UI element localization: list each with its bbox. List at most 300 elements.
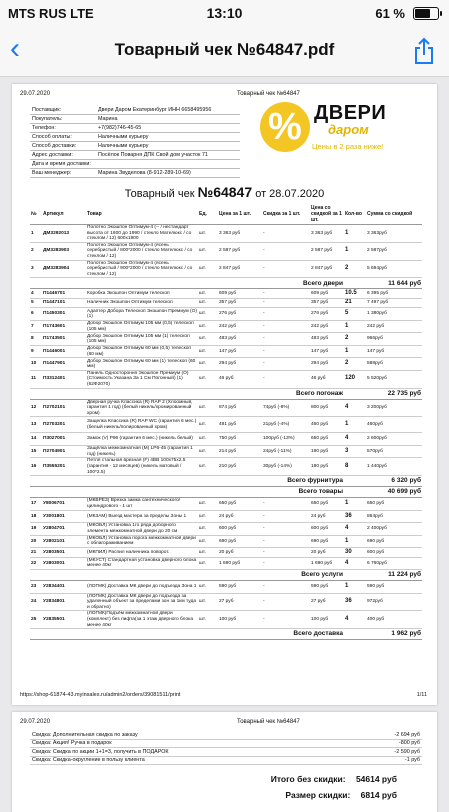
discounted-price-cell: 800 руб: [310, 399, 344, 417]
discounted-price-cell: 600 руб: [310, 523, 344, 536]
product-name-cell: Добор Экошпон Оптимум 105 мм (0,5) телескоп (105 мм): [86, 320, 198, 333]
price-cell: 24 руб: [218, 510, 262, 523]
row-number: 13: [30, 417, 42, 433]
sum-cell: 5 520руб: [366, 370, 422, 388]
print-date: 29.07.2020: [20, 91, 51, 97]
sum-cell: 3 200руб: [366, 399, 422, 417]
subtotal-value: 1 962 руб: [344, 629, 422, 640]
row-number: 23: [30, 581, 42, 594]
discounted-price-cell: 609 руб: [310, 289, 344, 299]
quantity-cell: 4: [344, 611, 366, 629]
print-url: https://shop-61874-43.myinsales.ru/admin2/orders/39081511/print: [20, 692, 181, 698]
sku-cell: П1743601: [42, 320, 86, 333]
discount-amount: -2 694 руб: [354, 731, 422, 739]
subtotal-label: Всего доставка: [30, 629, 344, 640]
row-number: 15: [30, 445, 42, 458]
logo-tagline: Цены в 2 раза ниже!: [312, 142, 384, 151]
sum-cell: 6 395 руб: [366, 289, 422, 299]
quantity-cell: 1: [344, 581, 366, 594]
subtotal-value: 22 735 руб: [344, 388, 422, 399]
back-chevron-icon[interactable]: ‹: [10, 32, 20, 65]
row-number: 1: [30, 225, 42, 243]
sku-cell: У2834401: [42, 581, 86, 594]
quantity-cell: 10.5: [344, 289, 366, 299]
sku-cell: П1447901: [42, 358, 86, 371]
price-cell: 590 руб: [218, 581, 262, 594]
sku-cell: ДМ3292013: [42, 225, 86, 243]
sum-cell: 864руб: [366, 510, 422, 523]
column-header: Кол-во: [344, 204, 366, 225]
table-row: [30, 308, 422, 321]
info-row: [30, 142, 240, 151]
info-value: Наличными курьеру: [96, 133, 240, 142]
row-number: 4: [30, 289, 42, 299]
receipt-title: [12, 184, 437, 200]
price-cell: 600 руб: [218, 523, 262, 536]
discount-cell: 24руб (-11%): [262, 445, 310, 458]
unit-cell: шт.: [198, 333, 218, 346]
discount-cell: 74руб (-8%): [262, 399, 310, 417]
table-row: [30, 358, 422, 371]
unit-cell: шт.: [198, 433, 218, 446]
discount-size: [285, 790, 397, 800]
sku-cell: П1450301: [42, 308, 86, 321]
table-row: [30, 535, 422, 548]
table-row: [30, 417, 422, 433]
status-bar: [0, 0, 449, 26]
product-name-cell: (МКУСТ) Стандартная установка дверного блока менее 40кг: [87, 557, 197, 569]
product-name-cell: Полотно Экошпон Оптимум-4 (ясень серебристый / 800*2000 / стекло Мателюкс / со стеклом / 12): [86, 242, 198, 260]
sum-cell: 600 руб: [366, 548, 422, 558]
quantity-cell: 1: [344, 498, 366, 511]
discount-cell: 30руб (-14%): [262, 458, 310, 476]
unit-cell: шт.: [198, 581, 218, 594]
sum-cell: 570руб: [366, 445, 422, 458]
sum-cell: 650 руб: [366, 498, 422, 511]
document-title: Товарный чек №64847.pdf: [114, 40, 335, 59]
product-name-cell: (МКПИЛ) Распил наличника поворот.: [86, 548, 198, 558]
column-header: Цена за 1 шт.: [218, 204, 262, 225]
quantity-cell: 1: [344, 345, 366, 358]
discount-amount: -2 590 руб: [354, 748, 422, 757]
subtotal-label: Всего товары: [30, 487, 344, 498]
quantity-cell: 21: [344, 298, 366, 308]
receipt-title-label: Товарный чек: [124, 188, 195, 200]
sum-cell: 400 руб: [366, 611, 422, 629]
discount-cell: -: [262, 225, 310, 243]
product-name-cell: Полотно Экошпон Оптимум-4 (-- / нестандарт высота от 1600 до 1990 / стекло Мателюкс / со стеклом / 12) 600x1900: [86, 225, 198, 243]
unit-cell: шт.: [198, 557, 218, 570]
sku-cell: У2804701: [42, 523, 86, 536]
unit-cell: шт.: [198, 458, 218, 476]
row-number: 17: [30, 498, 42, 511]
unit-cell: шт.: [198, 611, 218, 629]
carrier-label: MTS RUS LTE: [8, 6, 94, 21]
share-icon[interactable]: [411, 36, 437, 66]
product-name-cell: Защелка Классика (R) RAP WC (гарантия 6 мес.) (белый никель/полированный хром): [86, 417, 198, 433]
quantity-cell: 36: [344, 510, 366, 523]
sum-cell: 6 760руб: [366, 557, 422, 570]
sku-cell: ДМ3283903: [42, 242, 86, 260]
table-row: [30, 548, 422, 558]
price-cell: 874 руб: [218, 399, 262, 417]
price-cell: 100 руб: [218, 611, 262, 629]
unit-cell: шт.: [198, 417, 218, 433]
row-number: 18: [30, 510, 42, 523]
subtotal-value: 40 699 руб: [344, 487, 422, 498]
subtotal-value: 6 320 руб: [344, 476, 422, 487]
info-row: [30, 133, 240, 142]
items-table: [30, 204, 422, 640]
info-key: Способ доставки:: [30, 142, 96, 151]
row-number: 21: [30, 548, 42, 558]
table-row: [30, 242, 422, 260]
product-name-cell: (МКОБЛ) Установка 1го ряда доборного элемента межкомнатной двери до 20 см: [86, 523, 198, 536]
print-date-page-2: 29.07.2020: [20, 719, 51, 725]
discount-cell: 21руб (-4%): [262, 417, 310, 433]
info-value: +7(982)746-45-65: [96, 124, 240, 133]
product-name-cell: Адаптер Добора Телескоп Экошпон Премиум (О) (1): [87, 308, 197, 320]
discounted-price-cell: 46 руб: [310, 370, 344, 388]
discount-cell: -: [262, 611, 310, 629]
row-number: 2: [30, 242, 42, 260]
discount-amount: -800 руб: [354, 739, 422, 748]
table-row: [30, 523, 422, 536]
discount-cell: -: [262, 510, 310, 523]
column-header: Ед.: [198, 204, 218, 225]
info-value: Посёлок Поварня ДПК Свой дом участок 71: [96, 151, 240, 160]
discounted-price-cell: 2 847 руб: [310, 260, 344, 278]
sum-cell: 966руб: [366, 333, 422, 346]
unit-cell: шт.: [198, 308, 218, 321]
price-cell: 214 руб: [218, 445, 262, 458]
product-name-cell: Наличник Экошпон Оптимум телескоп: [86, 298, 198, 308]
quantity-cell: 4: [344, 523, 366, 536]
sku-cell: П3027001: [42, 433, 86, 446]
unit-cell: шт.: [198, 289, 218, 299]
price-cell: 609 руб: [218, 289, 262, 299]
subtotal-label: Всего фурнитура: [30, 476, 344, 487]
sku-cell: У2803001: [42, 557, 86, 570]
quantity-cell: 2: [344, 358, 366, 371]
row-number: 12: [30, 399, 42, 417]
table-row: [30, 498, 422, 511]
product-name-cell: (МКОБЛ) Установка порога межкомнатной двери с облагораживанием: [86, 535, 198, 548]
quantity-cell: 2: [344, 260, 366, 278]
discount-cell: -: [262, 345, 310, 358]
quantity-cell: 1: [344, 417, 366, 433]
discount-label: Размер скидки:: [285, 790, 351, 800]
discounted-price-cell: 276 руб: [310, 308, 344, 321]
discount-cell: -: [262, 535, 310, 548]
sku-cell: П2702101: [42, 399, 86, 417]
clock: 13:10: [206, 5, 243, 21]
product-name-cell: Панель Одностороння Экошпон Премиум (О) (Стоимость Указана За 1 См Погонный) (1) (62Ф2070): [86, 370, 198, 388]
discount-cell: -: [262, 593, 310, 611]
discount-row: [30, 739, 422, 748]
column-header: Сумма со скидкой: [366, 204, 422, 225]
sku-cell: У8006701: [42, 498, 86, 511]
quantity-cell: 36: [344, 593, 366, 611]
logo-percent-icon: %: [268, 106, 302, 148]
row-number: 22: [30, 557, 42, 570]
row-number: 6: [30, 308, 42, 321]
discounted-price-cell: 1 690 руб: [310, 557, 344, 570]
discounted-price-cell: 357 руб: [310, 298, 344, 308]
row-number: 9: [30, 345, 42, 358]
subtotal-row: [30, 278, 422, 289]
discount-cell: -: [262, 548, 310, 558]
price-cell: 276 руб: [218, 308, 262, 321]
quantity-cell: 2: [344, 333, 366, 346]
product-name-cell: Петля стальная врезная (F) 4BB 100x75x2.5 (гарантия - 12 месяцев) (никель матовый / 100*2.5): [86, 458, 198, 476]
quantity-cell: 4: [344, 433, 366, 446]
print-header-title: Товарный чек №64847: [237, 91, 300, 97]
subtotal-value: 11 224 руб: [344, 570, 422, 581]
pdf-page-2: [12, 712, 437, 812]
row-number: 25: [30, 611, 42, 629]
discount-label: Скидка: Дополнительная скидка по заказу: [30, 731, 354, 739]
unit-cell: шт.: [198, 242, 218, 260]
subtotal-row: [30, 388, 422, 399]
sum-cell: 7 497 руб: [366, 298, 422, 308]
product-name-cell: (МКЗАМ) Выезд мастера за пределы Зоны 1: [86, 510, 198, 523]
order-info-table: [30, 106, 240, 178]
product-name-cell: Защёлка межкомнатная (M) LP6-45 (гарантия 1 год) (никель): [86, 445, 198, 458]
discount-row: [30, 731, 422, 739]
product-name-cell: Добор Экошпон Оптимум 60 мм (1) телескоп (60 мм): [86, 358, 198, 371]
product-name-cell: Коробка Экошпон Оптимум телескоп: [86, 289, 198, 299]
discount-cell: -: [262, 581, 310, 594]
discounted-price-cell: 147 руб: [310, 345, 344, 358]
discount-cell: -: [262, 308, 310, 321]
discount-cell: 100руб (-13%): [262, 433, 310, 446]
discounted-price-cell: 180 руб: [310, 458, 344, 476]
discounted-price-cell: 650 руб: [310, 498, 344, 511]
column-header: Товар: [86, 204, 198, 225]
unit-cell: шт.: [198, 523, 218, 536]
discount-label: Скидка: Скидка по акции 1+1=3, получить в ПОДАРОК: [30, 748, 354, 757]
sku-cell: П1446701: [42, 289, 86, 299]
sku-cell: У2835501: [42, 611, 86, 629]
unit-cell: шт.: [198, 370, 218, 388]
receipt-date: от 28.07.2020: [255, 188, 325, 200]
price-cell: 483 руб: [218, 333, 262, 346]
table-row: [30, 320, 422, 333]
row-number: 20: [30, 535, 42, 548]
company-logo: [260, 102, 420, 164]
unit-cell: шт.: [198, 510, 218, 523]
quantity-cell: 1: [344, 535, 366, 548]
subtotal-row: [30, 476, 422, 487]
row-number: 5: [30, 298, 42, 308]
discount-row: [30, 756, 422, 765]
product-name-cell: Замок (V) Р96 (гарантия 6 мес.) (никель белый): [86, 433, 198, 446]
info-value: Наличными курьеру: [96, 142, 240, 151]
quantity-cell: 5: [344, 308, 366, 321]
sum-cell: 2 600руб: [366, 433, 422, 446]
column-header: Цена со скидкой за 1 шт.: [310, 204, 344, 225]
unit-cell: шт.: [198, 225, 218, 243]
info-key: Поставщик:: [30, 106, 96, 115]
discounted-price-cell: 20 руб: [310, 548, 344, 558]
table-row: [30, 260, 422, 278]
info-key: Дата и время доставки:: [30, 160, 96, 169]
unit-cell: шт.: [198, 298, 218, 308]
sum-cell: 2 587руб: [366, 242, 422, 260]
info-key: Телефон:: [30, 124, 96, 133]
info-row: [30, 124, 240, 133]
price-cell: 27 руб: [218, 593, 262, 611]
row-number: 7: [30, 320, 42, 333]
discount-cell: -: [262, 242, 310, 260]
sku-cell: У3001801: [42, 510, 86, 523]
table-row: [30, 370, 422, 388]
table-row: [30, 433, 422, 446]
sum-cell: 242 руб: [366, 320, 422, 333]
quantity-cell: 1: [344, 320, 366, 333]
quantity-cell: 4: [344, 557, 366, 570]
sku-cell: У2834801: [42, 593, 86, 611]
total-without-discount: [271, 774, 397, 784]
price-cell: 481 руб: [218, 417, 262, 433]
table-row: [30, 581, 422, 594]
total-value: 54614 руб: [355, 774, 397, 784]
product-name-cell: Добор Экошпон Оптимум 60 мм (0,5) телескоп (60 мм): [86, 345, 198, 358]
quantity-cell: 120: [344, 370, 366, 388]
info-row: [30, 151, 240, 160]
info-value: Марина: [96, 115, 240, 124]
discounted-price-cell: 3 363 руб: [310, 225, 344, 243]
discount-cell: -: [262, 298, 310, 308]
sku-cell: П2704901: [42, 445, 86, 458]
row-number: 8: [30, 333, 42, 346]
sum-cell: 2 400руб: [366, 523, 422, 536]
quantity-cell: 1: [344, 225, 366, 243]
subtotal-row: [30, 570, 422, 581]
table-row: [30, 445, 422, 458]
total-label: Итого без скидки:: [270, 774, 346, 784]
sum-cell: 1 380руб: [366, 308, 422, 321]
receipt-number: №64847: [197, 184, 253, 200]
price-cell: 242 руб: [218, 320, 262, 333]
table-row: [30, 611, 422, 629]
discounted-price-cell: 460 руб: [310, 417, 344, 433]
table-row: [30, 345, 422, 358]
row-number: 11: [30, 370, 42, 388]
price-cell: 210 руб: [218, 458, 262, 476]
column-header: №: [30, 204, 42, 225]
price-cell: 3 363 руб: [218, 225, 262, 243]
quantity-cell: 30: [344, 548, 366, 558]
discounted-price-cell: 27 руб: [310, 593, 344, 611]
info-value: Двери Даром Екатеринбург ИНН 6658495956: [96, 106, 240, 115]
sku-cell: П1447101: [42, 298, 86, 308]
discounted-price-cell: 190 руб: [310, 445, 344, 458]
subtotal-label: Всего погонаж: [30, 388, 344, 399]
unit-cell: шт.: [198, 498, 218, 511]
row-number: 19: [30, 523, 42, 536]
quantity-cell: 3: [344, 445, 366, 458]
discount-label: Скидка: Акция! Ручка в подарок: [30, 739, 354, 748]
price-cell: 46 руб: [218, 370, 262, 388]
sum-cell: 5 694руб: [366, 260, 422, 278]
discounted-price-cell: 690 руб: [310, 535, 344, 548]
product-name-cell: (ЛОГМК) Доставка МК двери до подъезда Зона 1: [86, 581, 198, 594]
product-name-cell: Добор Экошпон Оптимум 105 мм (1) телескоп (105 мм): [86, 333, 198, 346]
navigation-bar: [0, 26, 449, 77]
discounts-table: [30, 731, 422, 765]
logo-text-main: ДВЕРИ: [314, 102, 387, 124]
sku-cell: П1446001: [42, 345, 86, 358]
product-name-cell: (ЛОГМК)Подъём межкомнатной двери (комплект) без лифта(за 1 этаж дверного блока менее 40кг: [86, 611, 198, 629]
price-cell: 294 руб: [218, 358, 262, 371]
product-name-cell: Полотно Экошпон Оптимум-4 (ясень серебристый / 900*2000 / стекло Мателюкс / со стеклом / 12): [86, 260, 198, 278]
sum-cell: 690 руб: [366, 535, 422, 548]
info-row: [30, 169, 240, 178]
discount-label: Скидка: Скидка-округление в пользу клиента: [30, 756, 354, 765]
table-row: [30, 510, 422, 523]
discount-row: [30, 748, 422, 757]
unit-cell: шт.: [198, 593, 218, 611]
row-number: 24: [30, 593, 42, 611]
sum-cell: 590 руб: [366, 581, 422, 594]
page-indicator: 1/11: [416, 692, 427, 698]
discount-cell: -: [262, 289, 310, 299]
quantity-cell: 8: [344, 458, 366, 476]
print-header-title-page-2: Товарный чек №64847: [237, 719, 300, 725]
product-name-cell: (МКВРЕЗ) Врезка замка сантехнического/ цилиндрового - 1 шт: [86, 498, 198, 511]
price-cell: 20 руб: [218, 548, 262, 558]
price-cell: 2 847 руб: [218, 260, 262, 278]
price-cell: 750 руб: [218, 433, 262, 446]
price-cell: 2 587 руб: [218, 242, 262, 260]
battery-percent: 61 %: [375, 6, 405, 21]
subtotal-label: Всего двери: [30, 278, 344, 289]
discounted-price-cell: 100 руб: [310, 611, 344, 629]
price-cell: 147 руб: [218, 345, 262, 358]
row-number: 16: [30, 458, 42, 476]
sku-cell: ДМ3283904: [42, 260, 86, 278]
discount-cell: -: [262, 557, 310, 570]
info-key: Покупатель:: [30, 115, 96, 124]
discounted-price-cell: 24 руб: [310, 510, 344, 523]
discount-cell: -: [262, 260, 310, 278]
info-value: [96, 160, 240, 169]
sku-cell: П1743501: [42, 333, 86, 346]
product-name-cell: (ЛОГМК) Доставка МК двери до подъезда за удаленный объект за пределами зон за 1км туда и обратно): [87, 593, 196, 610]
price-cell: 650 руб: [218, 498, 262, 511]
info-row: [30, 115, 240, 124]
column-header: Скидка за 1 шт.: [262, 204, 310, 225]
info-value: Марина Звуделова (8-912-289-10-69): [96, 169, 240, 178]
unit-cell: шт.: [198, 399, 218, 417]
table-header-row: [30, 204, 422, 225]
discount-cell: -: [262, 523, 310, 536]
sum-cell: 588руб: [366, 358, 422, 371]
subtotal-value: 11 644 руб: [344, 278, 422, 289]
table-row: [30, 333, 422, 346]
battery-icon: [413, 7, 439, 20]
unit-cell: шт.: [198, 345, 218, 358]
row-number: 3: [30, 260, 42, 278]
table-row: [30, 593, 422, 611]
info-row: [30, 160, 240, 169]
pdf-page-1: [12, 84, 437, 705]
discounted-price-cell: 590 руб: [310, 581, 344, 594]
discounted-price-cell: 294 руб: [310, 358, 344, 371]
discount-cell: -: [262, 320, 310, 333]
